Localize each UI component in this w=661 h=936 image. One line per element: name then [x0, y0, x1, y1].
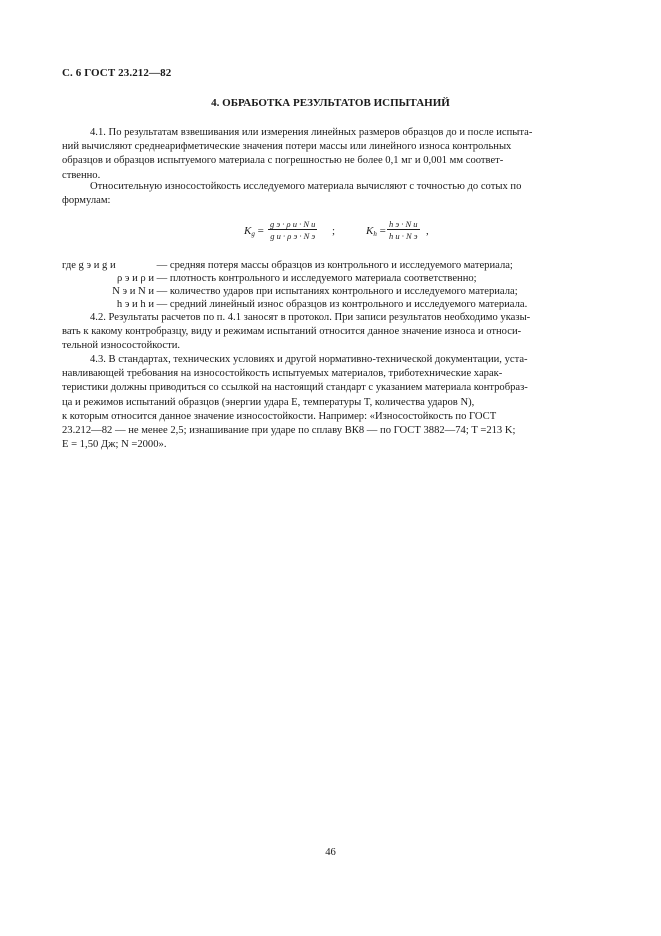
paragraph-4-3 [62, 353, 597, 452]
definition-symbol: h э и h и [116, 299, 154, 310]
definition-symbol: где g э и g и [62, 260, 116, 271]
paragraph-line: вать к какому контробразцу, виду и режимам испытаний относится данное значение износа и относи- [62, 326, 522, 338]
paragraph-line: 4.3. В стандартах, технических условиях и другой нормативно-технической документации, уста- [90, 354, 528, 365]
definition-item [62, 272, 602, 285]
paragraph-line: к которым относится данное значение износостойкости. Например: «Износостойкость по ГОСТ [62, 410, 497, 422]
formula-row [0, 214, 661, 250]
definition-item [62, 285, 602, 298]
formula-kg-fraction [268, 219, 317, 241]
page-header: С. 6 ГОСТ 23.212—82 [62, 67, 172, 79]
paragraph-line: ца и режимов испытаний образцов (энергии удара E, температуры T, количества ударов N), [62, 396, 475, 408]
formula-kh-denominator: h и · N э [389, 231, 418, 241]
paragraph-line: навливающей требования на износостойкость испытуемых материалов, триботехнические харак- [62, 368, 503, 380]
paragraph-line: теристики должны приводиться со ссылкой на настоящий стандарт с указанием материала контробраз- [62, 382, 528, 394]
paragraph-4-1 [62, 126, 597, 183]
definition-text: — средний линейный износ образцов из контрольного и исследуемого материала. [156, 299, 528, 310]
page-number: 46 [325, 847, 336, 858]
definition-text: — средняя потеря массы образцов из контрольного и исследуемого материала; [156, 260, 513, 271]
paragraph-line: образцов и образцов испытуемого материала с погрешностью не более 0,1 мг и 0,001 мм соответ- [62, 155, 504, 167]
paragraph-line: ний вычисляют среднеарифметические значения потери массы или линейного износа контрольных [62, 141, 512, 153]
paragraph-line: ственно. [62, 169, 101, 181]
formula-kh-tail: , [426, 225, 429, 237]
paragraph-relative [62, 180, 597, 208]
paragraph-line: 4.2. Результаты расчетов по п. 4.1 заносят в протокол. При записи результатов необходимо указы- [90, 312, 531, 323]
paragraph-line: 23.212—82 — не менее 2,5; изнашивание при ударе по сплаву ВК8 — по ГОСТ 3882—74; T =213 K; [62, 425, 516, 437]
paragraph-line: тельной износостойкости. [62, 340, 181, 352]
formula-kg-denominator: g и · ρ э · N э [268, 229, 317, 241]
formula-kg-numerator: g э · ρ и · N и [270, 219, 316, 229]
paragraph-line: формулам: [62, 195, 111, 207]
formula-kh-fraction [387, 219, 420, 241]
definition-text: — плотность контрольного и исследуемого материала соответственно; [156, 273, 477, 284]
definition-item [62, 259, 602, 272]
definition-symbol: N э и N и [112, 286, 154, 297]
paragraph-line: E = 1,50 Дж; N =2000». [62, 439, 167, 451]
section-title: 4. ОБРАБОТКА РЕЗУЛЬТАТОВ ИСПЫТАНИЙ [211, 97, 450, 109]
formula-kg-lhs: $K_g$ = [244, 225, 264, 238]
formula-kg-tail: ; [332, 225, 336, 237]
paragraph-line: 4.1. По результатам взвешивания или измерения линейных размеров образцов до и после испыта- [90, 127, 533, 138]
paragraph-line: Относительную износостойкость исследуемого материала вычисляют с точностью до сотых по [90, 181, 522, 192]
definition-text: — количество ударов при испытаниях контрольного и исследуемого материала; [156, 286, 518, 297]
formula-kh-numerator: h э · N и [389, 219, 418, 229]
definition-item [62, 298, 602, 311]
definition-symbol: ρ э и ρ и [116, 273, 154, 284]
formula-kh-lhs: $K_h$ = [366, 225, 386, 238]
paragraph-4-2 [62, 311, 597, 354]
